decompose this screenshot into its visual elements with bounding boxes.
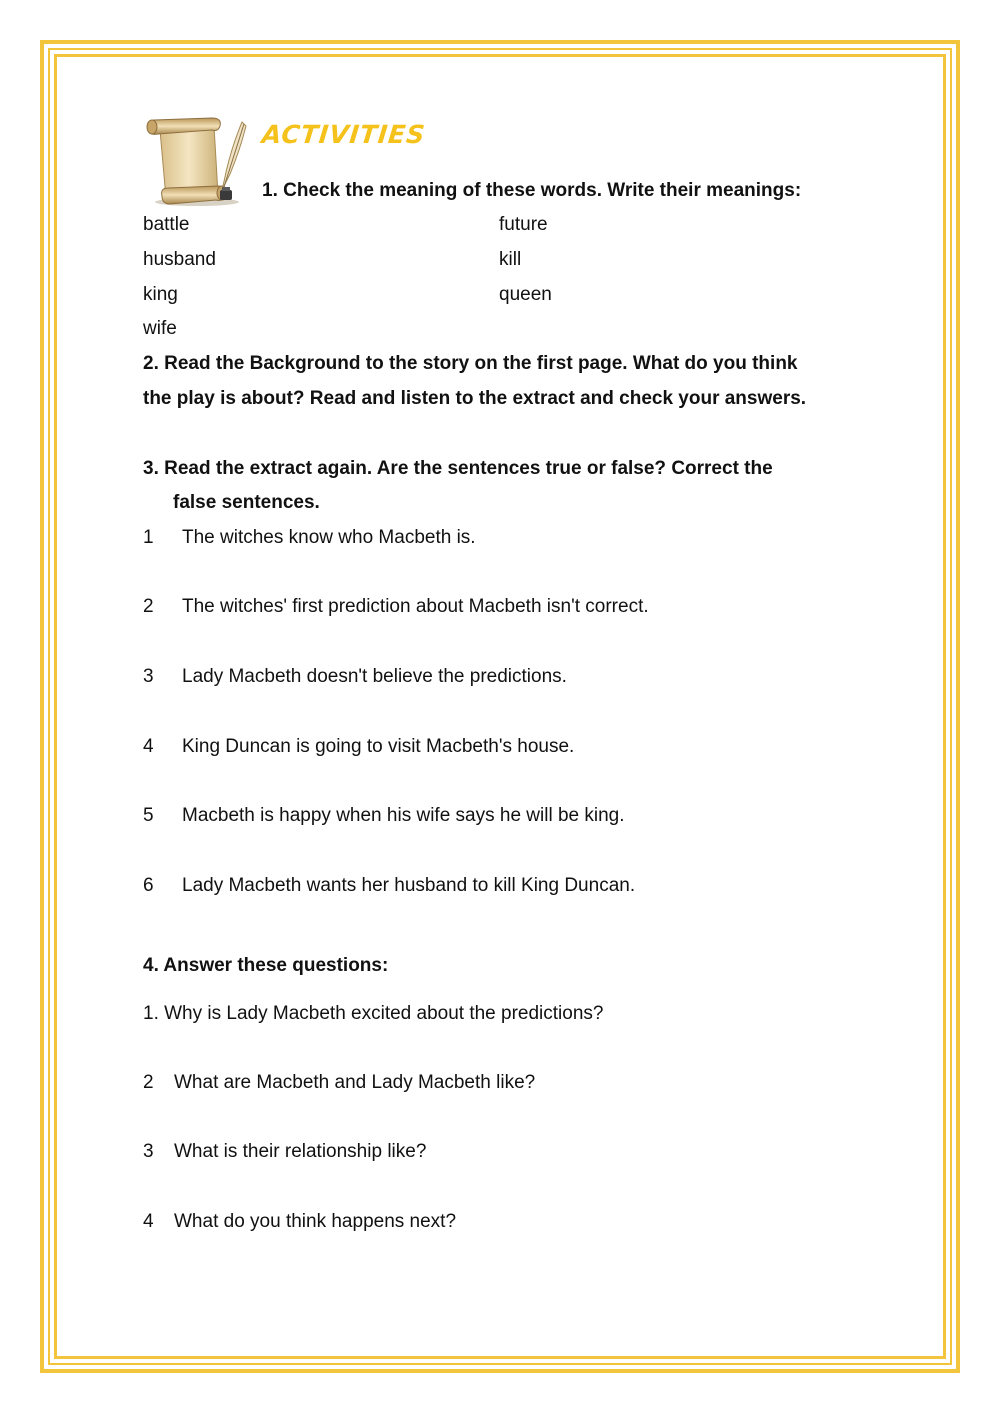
statement-text: Lady Macbeth doesn't believe the predictions. [182, 666, 567, 687]
question-item: 1. Why is Lady Macbeth excited about the predictions? [143, 1003, 604, 1024]
question-text: What do you think happens next? [174, 1211, 457, 1232]
word-battle: battle [143, 214, 190, 235]
statement-text: King Duncan is going to visit Macbeth's house. [182, 736, 575, 757]
statement-text: Macbeth is happy when his wife says he will be king. [182, 805, 625, 826]
question-number: 4 [143, 1211, 154, 1232]
statement-item [143, 736, 574, 758]
statement-item [143, 875, 635, 897]
statement-text: The witches' first prediction about Macbeth isn't correct. [182, 596, 649, 617]
statement-number: 3 [143, 666, 154, 687]
question-number: 3 [143, 1141, 154, 1162]
word-future: future [499, 214, 548, 235]
statement-number: 5 [143, 805, 154, 826]
question-number: 2 [143, 1072, 154, 1093]
activity-4-instruction: 4. Answer these questions: [143, 955, 389, 976]
statement-text: Lady Macbeth wants her husband to kill King Duncan. [182, 875, 636, 896]
activity-3-instruction-line-1: 3. Read the extract again. Are the sentences true or false? Correct the [143, 458, 773, 479]
activity-1-instruction: 1. Check the meaning of these words. Write their meanings: [262, 180, 802, 201]
question-text: What is their relationship like? [174, 1141, 427, 1162]
word-husband: husband [143, 249, 216, 270]
statement-number: 2 [143, 596, 154, 617]
word-queen: queen [499, 284, 552, 305]
scroll-quill-icon [142, 116, 250, 208]
statement-number: 4 [143, 736, 154, 757]
statement-item [143, 666, 567, 688]
page-title: ACTIVITIES [260, 120, 427, 149]
statement-item [143, 527, 476, 549]
question-item [143, 1072, 535, 1094]
activity-3-instruction-line-2: false sentences. [173, 492, 320, 513]
statement-item [143, 596, 649, 618]
word-king: king [143, 284, 178, 305]
question-text: What are Macbeth and Lady Macbeth like? [174, 1072, 536, 1093]
statement-number: 1 [143, 527, 154, 548]
statement-item [143, 805, 625, 827]
activity-2-instruction-line-1: 2. Read the Background to the story on the first page. What do you think [143, 353, 798, 374]
word-wife: wife [143, 318, 177, 339]
statement-number: 6 [143, 875, 154, 896]
word-kill: kill [499, 249, 522, 270]
statement-text: The witches know who Macbeth is. [182, 527, 476, 548]
activity-2-instruction-line-2: the play is about? Read and listen to the extract and check your answers. [143, 388, 807, 409]
question-item [143, 1211, 456, 1233]
question-item [143, 1141, 426, 1163]
